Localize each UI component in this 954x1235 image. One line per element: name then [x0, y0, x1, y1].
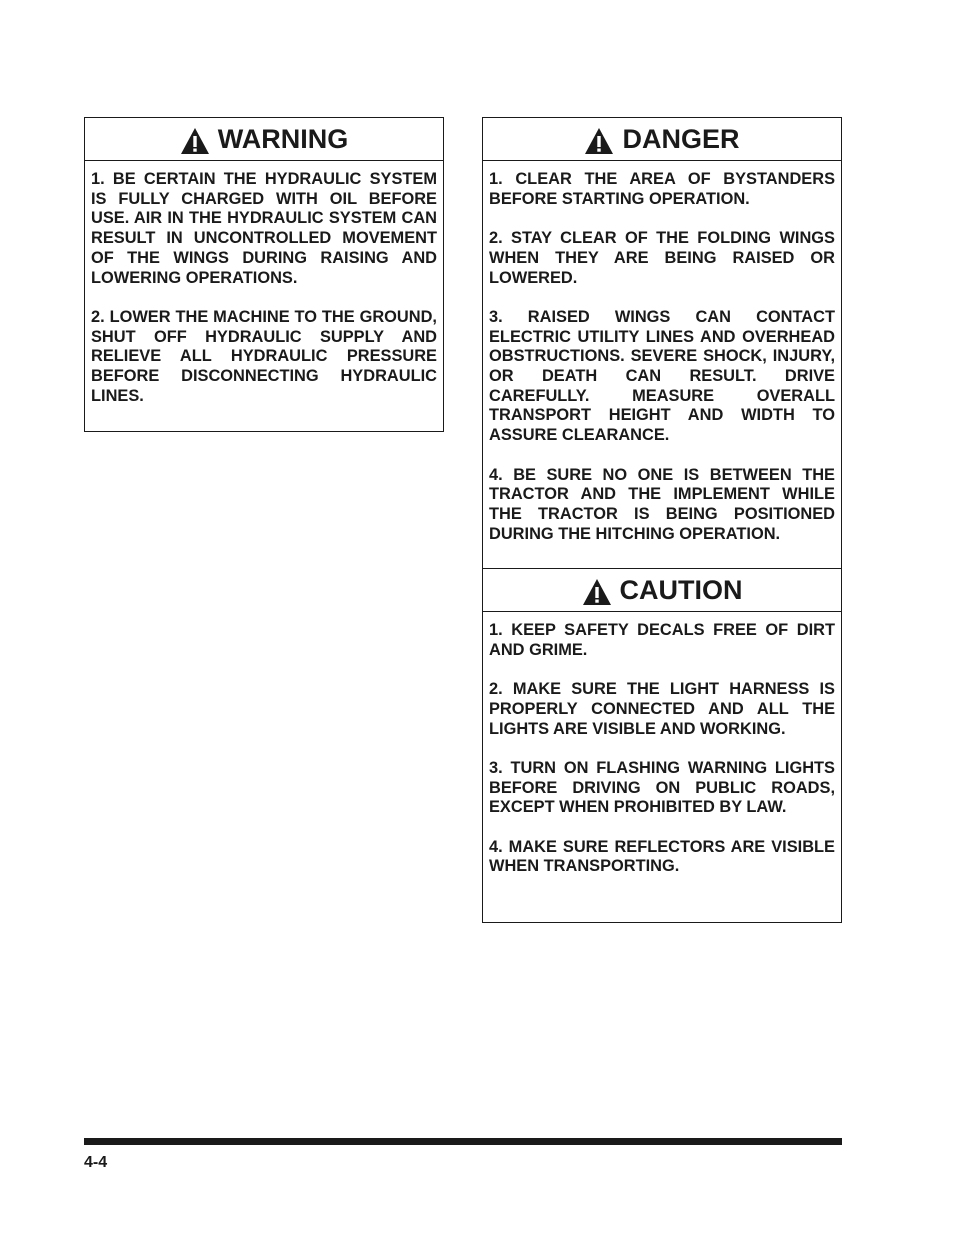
caution-item-1: 1. KEEP SAFETY DECALS FREE OF DIRT AND GRIME. — [489, 621, 835, 659]
caution-header — [483, 569, 841, 612]
caution-item-2: 2. MAKE SURE THE LIGHT HARNESS IS PROPERLY CONNECTED AND ALL THE LIGHTS ARE VISIBLE AND WORKING. — [489, 680, 835, 738]
danger-item-3: 3. RAISED WINGS CAN CONTACT ELECTRIC UTILITY LINES AND OVERHEAD OBSTRUCTIONS. SEVERE SHOCK, INJURY, OR DEATH CAN RESULT. DRIVE CAREFULLY. MEASURE OVERALL TRANSPORT HEIGHT AND WIDTH TO ASSURE CLEARANCE. — [489, 307, 835, 445]
caution-item-3: 3. TURN ON FLASHING WARNING LIGHTS BEFORE DRIVING ON PUBLIC ROADS, EXCEPT WHEN PROHIBITED BY LAW. — [489, 758, 835, 817]
danger-title: DANGER — [622, 123, 740, 154]
warning-triangle-icon — [582, 578, 612, 606]
caution-title: CAUTION — [619, 574, 743, 605]
warning-item-2: 2. LOWER THE MACHINE TO THE GROUND, SHUT OFF HYDRAULIC SUPPLY AND RELIEVE ALL HYDRAULIC PRESSURE BEFORE DISCONNECTING HYDRAULIC LINES. — [91, 307, 437, 405]
caution-item-4: 4. MAKE SURE REFLECTORS ARE VISIBLE WHEN TRANSPORTING. — [489, 837, 835, 876]
footer-rule — [84, 1138, 842, 1145]
page-number: 4-4 — [84, 1154, 108, 1171]
warning-item-1: 1. BE CERTAIN THE HYDRAULIC SYSTEM IS FULLY CHARGED WITH OIL BEFORE USE. AIR IN THE HYDRAULIC SYSTEM CAN RESULT IN UNCONTROLLED MOVEMENT OF THE WINGS DURING RAISING AND LOWERING OPERATIONS. — [91, 170, 437, 287]
warning-panel — [84, 117, 444, 432]
warning-body — [85, 161, 443, 414]
danger-panel — [482, 117, 842, 570]
danger-item-2: 2. STAY CLEAR OF THE FOLDING WINGS WHEN THEY ARE BEING RAISED OR LOWERED. — [489, 229, 835, 287]
warning-triangle-icon — [584, 127, 614, 155]
caution-body — [483, 612, 841, 885]
warning-triangle-icon — [180, 127, 210, 155]
danger-item-1: 1. CLEAR THE AREA OF BYSTANDERS BEFORE STARTING OPERATION. — [489, 170, 835, 208]
warning-title: WARNING — [217, 123, 349, 154]
danger-header — [483, 118, 841, 161]
danger-item-4: 4. BE SURE NO ONE IS BETWEEN THE TRACTOR AND THE IMPLEMENT WHILE THE TRACTOR IS BEING POSITIONED DURING THE HITCHING OPERATION. — [489, 465, 835, 543]
danger-body — [483, 161, 841, 552]
caution-panel — [482, 568, 842, 923]
warning-header — [85, 118, 443, 161]
